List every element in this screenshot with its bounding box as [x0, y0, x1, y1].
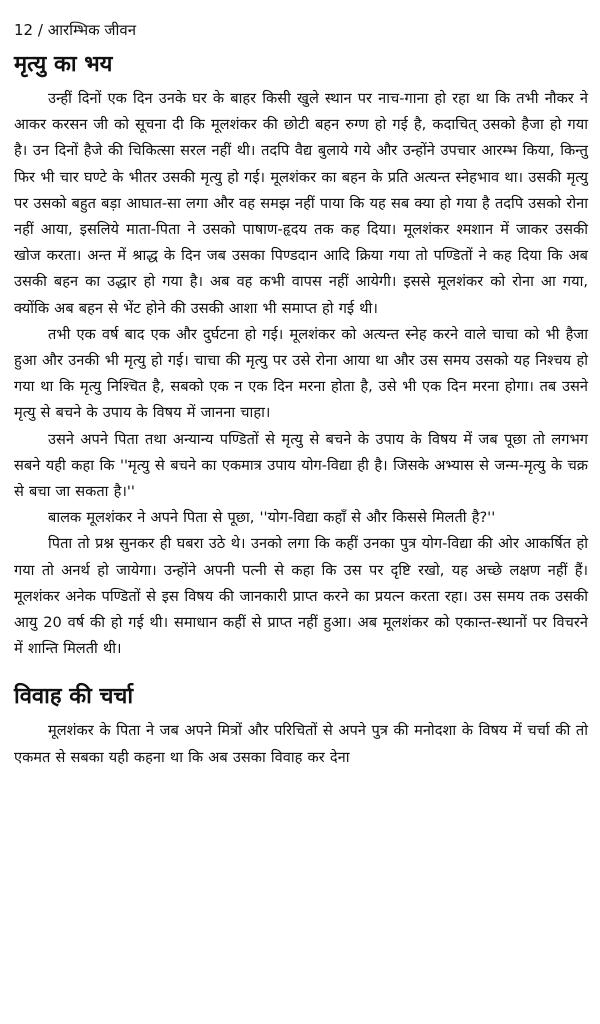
paragraph: पिता तो प्रश्न सुनकर ही घबरा उठे थे। उनको लगा कि कहीं उनका पुत्र योग-विद्या की ओर आकर्षित हो गया तो अनर्थ हो जायेगा। उन्होंने अपनी पत्नी से कहा कि उस पर दृष्टि रखो, यह अच्छे लक्षण नहीं हैं। मूलशंकर अनेक पण्डितों से इस विषय की जानकारी प्राप्त करने का प्रयत्न करता रहा। उस समय तक उसकी आयु 20 वर्ष की हो गई थी। समाधान कहीं से प्राप्त नहीं हुआ। अब मूलशंकर को एकान्त-स्थानों पर विचरने में शान्ति मिलती थी। [14, 535, 588, 658]
section-heading-fear-of-death: मृत्यु का भय [14, 52, 113, 77]
paragraph: तभी एक वर्ष बाद एक और दुर्घटना हो गई। मूलशंकर को अत्यन्त स्नेह करने वाले चाचा को भी हैजा हुआ और उनकी भी मृत्यु हो गई। चाचा की मृत्यु पर उसे रोना आया था और उस समय उसको यह निश्चय हो गया था कि मृत्यु निश्चित है, सबको एक न एक दिन मरना होता है, उसे भी एक दिन मरना होगा। तब उसने मृत्यु से बचने के उपाय के विषय में जानना चाहा। [14, 325, 588, 422]
running-head-separator: / [37, 21, 43, 39]
book-title: आरम्भिक जीवन [47, 21, 137, 39]
running-head [14, 20, 588, 40]
page-number: 12 [14, 21, 34, 39]
paragraph: उन्हीं दिनों एक दिन उनके घर के बाहर किसी खुले स्थान पर नाच-गाना हो रहा था कि तभी नौकर ने आकर करसन जी को सूचना दी कि मूलशंकर की छोटी बहन रुग्ण हो गई है, कदाचित् उसको हैजा हो गया है। उन दिनों हैजे की चिकित्सा सरल नहीं थी। तदपि वैद्य बुलाये गये और उन्होंने उपचार आरम्भ किया, किन्तु फिर भी चार घण्टे के भीतर उसकी मृत्यु हो गई। मूलशंकर का बहन के प्रति अत्यन्त स्नेहभाव था। उसकी मृत्यु पर उसको बहुत बड़ा आघात-सा लगा और वह समझ नहीं पाया कि यह सब क्या हो गया है तदपि उसको रोना नहीं आया, इसलिये माता-पिता ने उसको पाषाण-हृदय तक कह दिया। मूलशंकर श्मशान में जाकर उसकी खोज करता। अन्त में श्राद्ध के दिन जब उसका पिण्डदान आदि क्रिया गया तो पण्डितों ने कह दिया कि अब उसकी बहन का उद्धार हो गया है। अब वह कभी वापस नहीं आयेगी। इससे मूलशंकर को रोना आ गया, क्योंकि अब बहन से भेंट होने की उसकी आशा भी समाप्त हो गई थी। [14, 90, 588, 317]
paragraph: मूलशंकर के पिता ने जब अपने मित्रों और परिचितों से अपने पुत्र की मनोदशा के विषय में चर्चा की तो एकमत से सबका यही कहना था कि अब उसका विवाह कर देना [14, 722, 588, 766]
paragraph: बालक मूलशंकर ने अपने पिता से पूछा, ''योग-विद्या कहाँ से और किससे मिलती है?'' [48, 509, 496, 527]
section-heading-marriage-discussion: विवाह की चर्चा [14, 684, 134, 710]
paragraph: उसने अपने पिता तथा अन्यान्य पण्डितों से मृत्यु से बचने के उपाय के विषय में जब पूछा तो लगभग सबने यही कहा कि ''मृत्यु से बचने का एकमात्र उपाय योग-विद्या ही है। जिसके अभ्यास से जन्म-मृत्यु के चक्र से बचा जा सकता है।'' [14, 430, 588, 501]
